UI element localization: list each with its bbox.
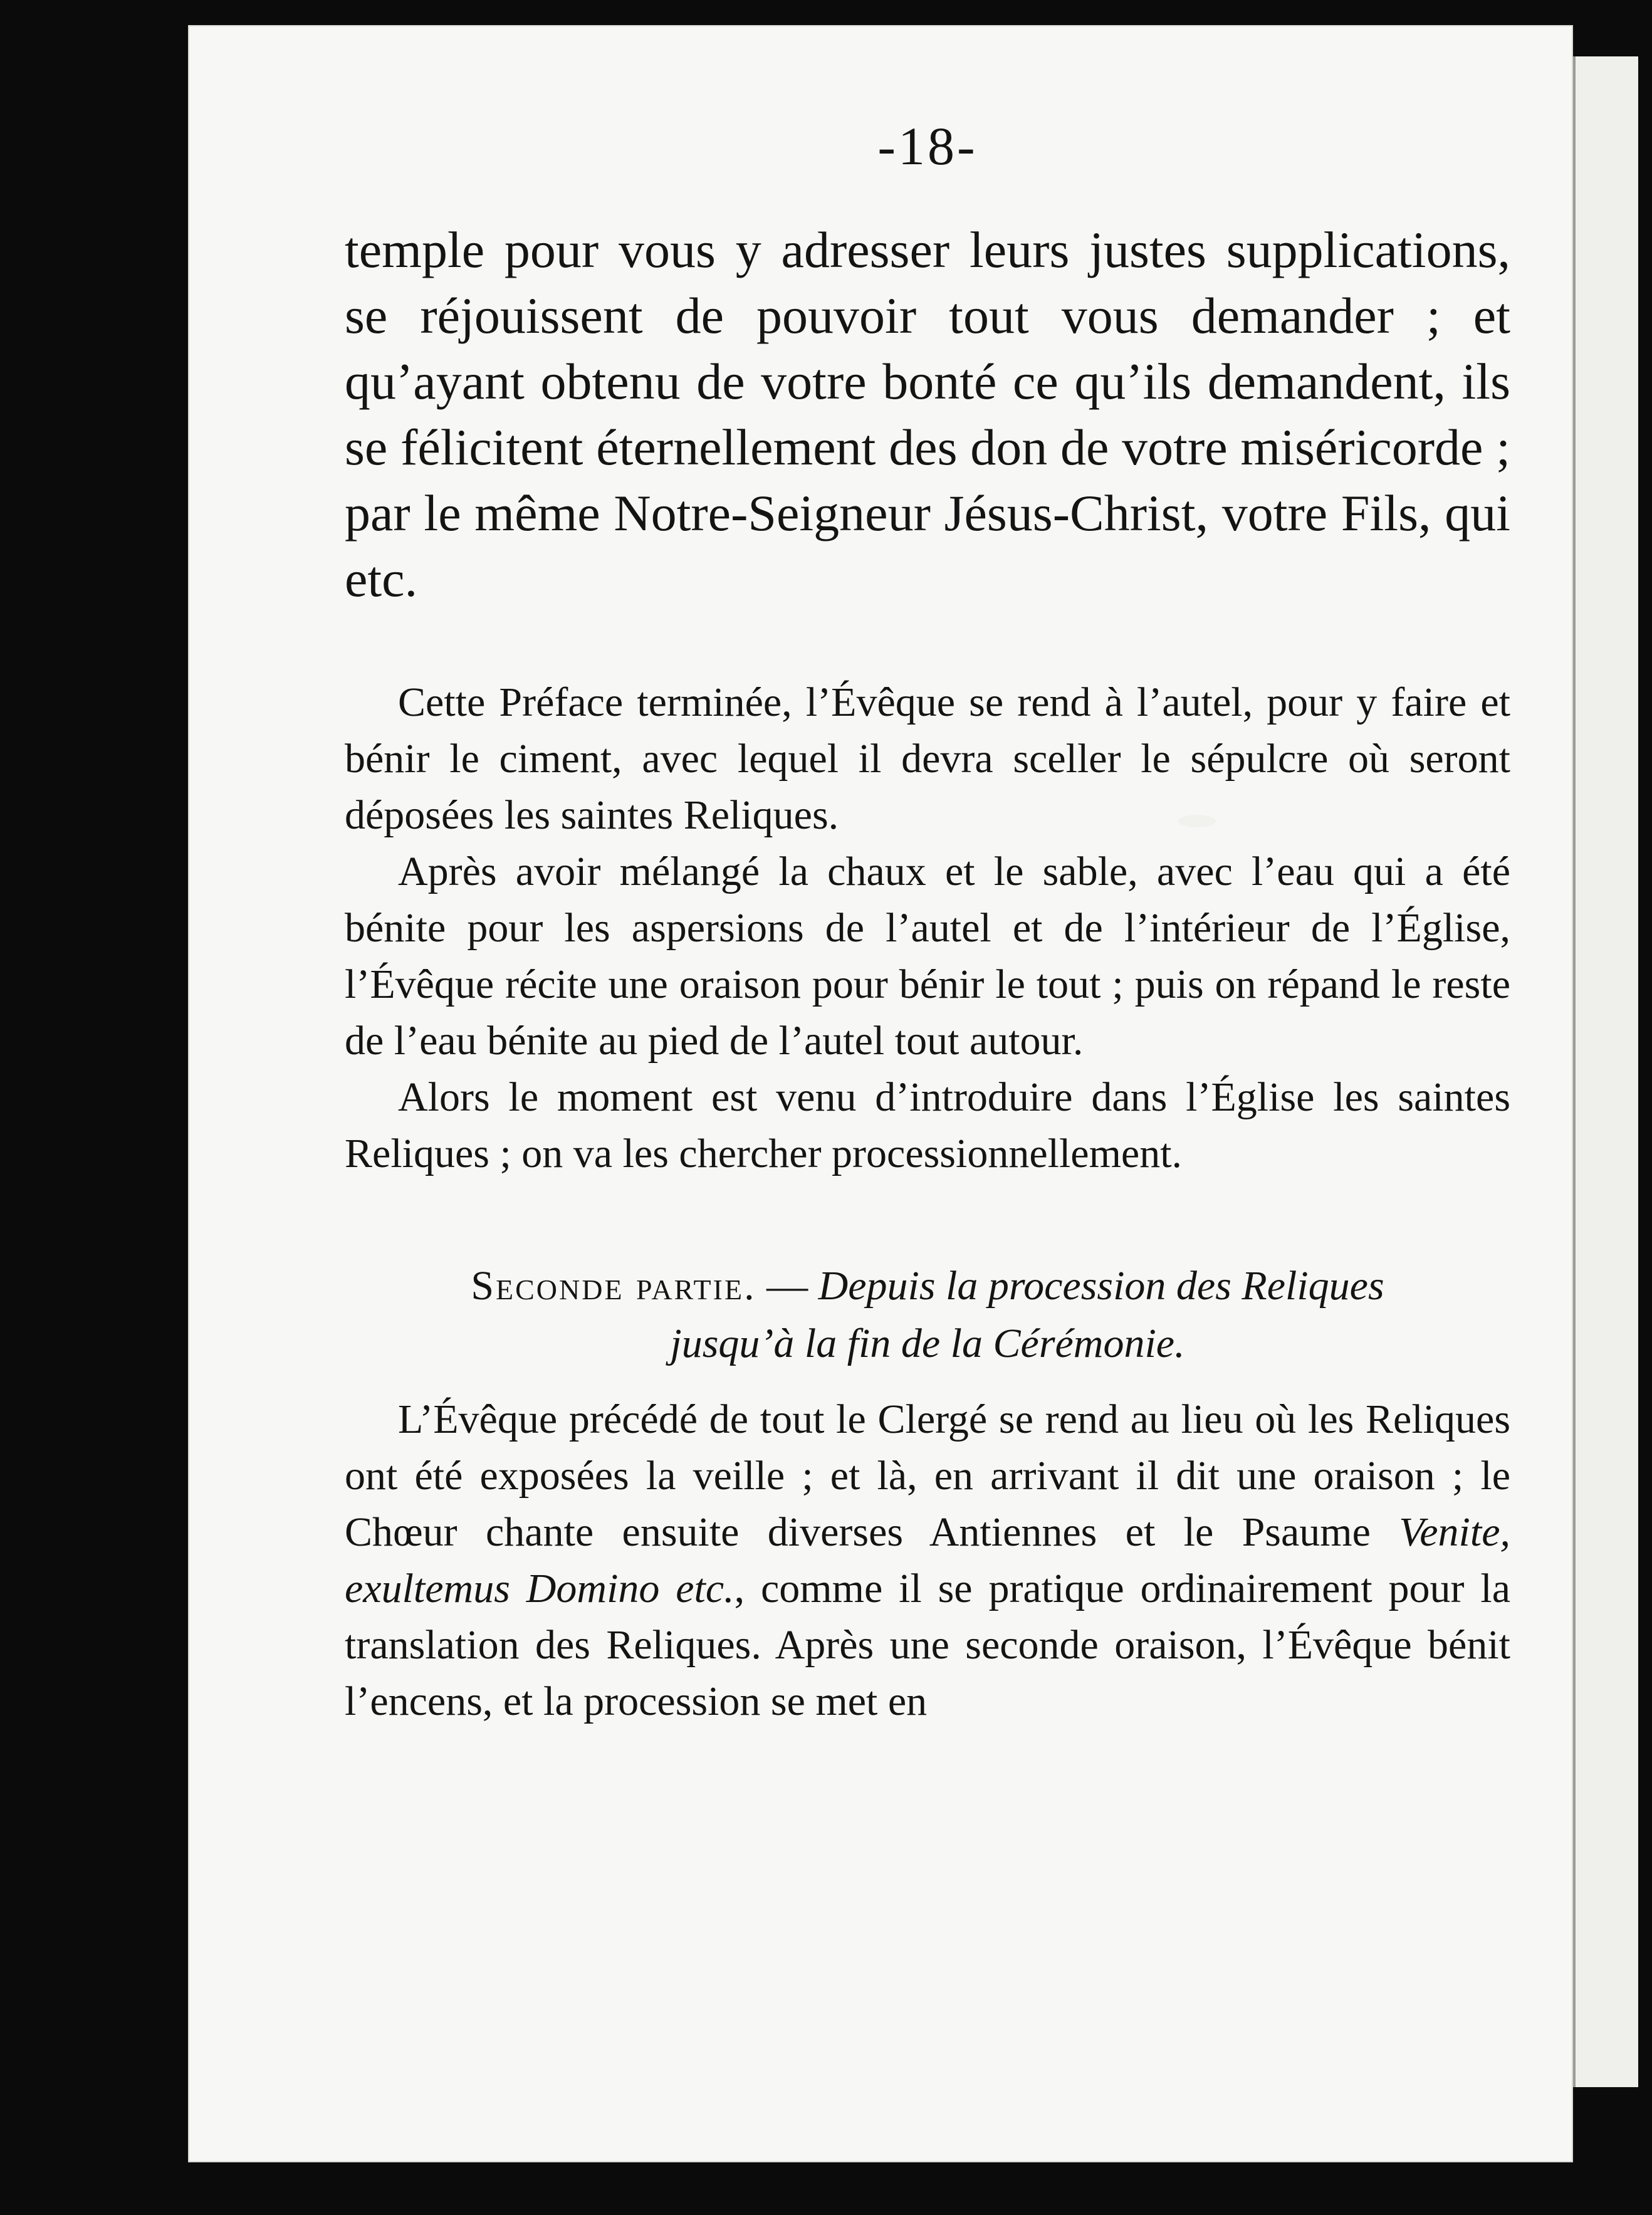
- section-title-line-1: Depuis la procession des Reliques: [818, 1263, 1384, 1309]
- rubric-paragraph-1: Cette Préface terminée, l’Évêque se rend à l’autel, pour y faire et bénir le ciment, avec lequel il devra sceller le sépulcre où seront déposées les saintes Reliques.: [345, 679, 1510, 838]
- spacer: [345, 1182, 1510, 1257]
- rubric-paragraph-2: Après avoir mélangé la chaux et le sable, avec l’eau qui a été bénite pour les aspersions de l’autel et de l’intérieur de l’Église, l’Évêque récite une oraison pour bénir le tout ; puis on répand le reste de l’eau bénite au pied de l’autel tout autour.: [345, 849, 1510, 1064]
- page-number: -18-: [877, 116, 978, 176]
- spacer: [345, 612, 1510, 674]
- next-page-edge: [1573, 56, 1638, 2087]
- rubric-paragraph-3: Alors le moment est venu d’introduire dans l’Église les saintes Reliques ; on va les chercher processionnellement.: [345, 1074, 1510, 1176]
- section-paragraph: [345, 1391, 1510, 1730]
- section-title-line-2: jusqu’à la fin de la Cérémonie.: [670, 1321, 1185, 1366]
- section-paragraph-start: L’Évêque précédé de tout le Clergé se rend au lieu où les Reliques ont été exposées la veille ; et là, en arrivant il dit une oraison ; le Chœur chante ensuite diverses Antiennes et le Psaume: [345, 1396, 1510, 1555]
- section-heading: [345, 1257, 1510, 1373]
- section-paragraph-end: , comme il se pratique ordinairement pour la translation des Reliques. Après une seconde oraison, l’Évêque bénit l’encens, et la procession se met en: [345, 1566, 1510, 1724]
- section-dash: —: [756, 1263, 818, 1309]
- section-label: Seconde partie.: [471, 1263, 756, 1309]
- page-text: [345, 116, 1510, 1730]
- prayer-paragraph: temple pour vous y adresser leurs justes supplications, se réjouissent de pouvoir tout vous demander ; et qu’ayant obtenu de votre bonté ce qu’ils demandent, ils se félicitent éternellement des don de votre miséricorde ; par le même Notre-Seigneur Jésus-Christ, votre Fils, qui etc.: [345, 221, 1510, 607]
- book-page: [188, 25, 1573, 2162]
- psalm-title: Venite, exultemus Domino etc.: [345, 1509, 1510, 1611]
